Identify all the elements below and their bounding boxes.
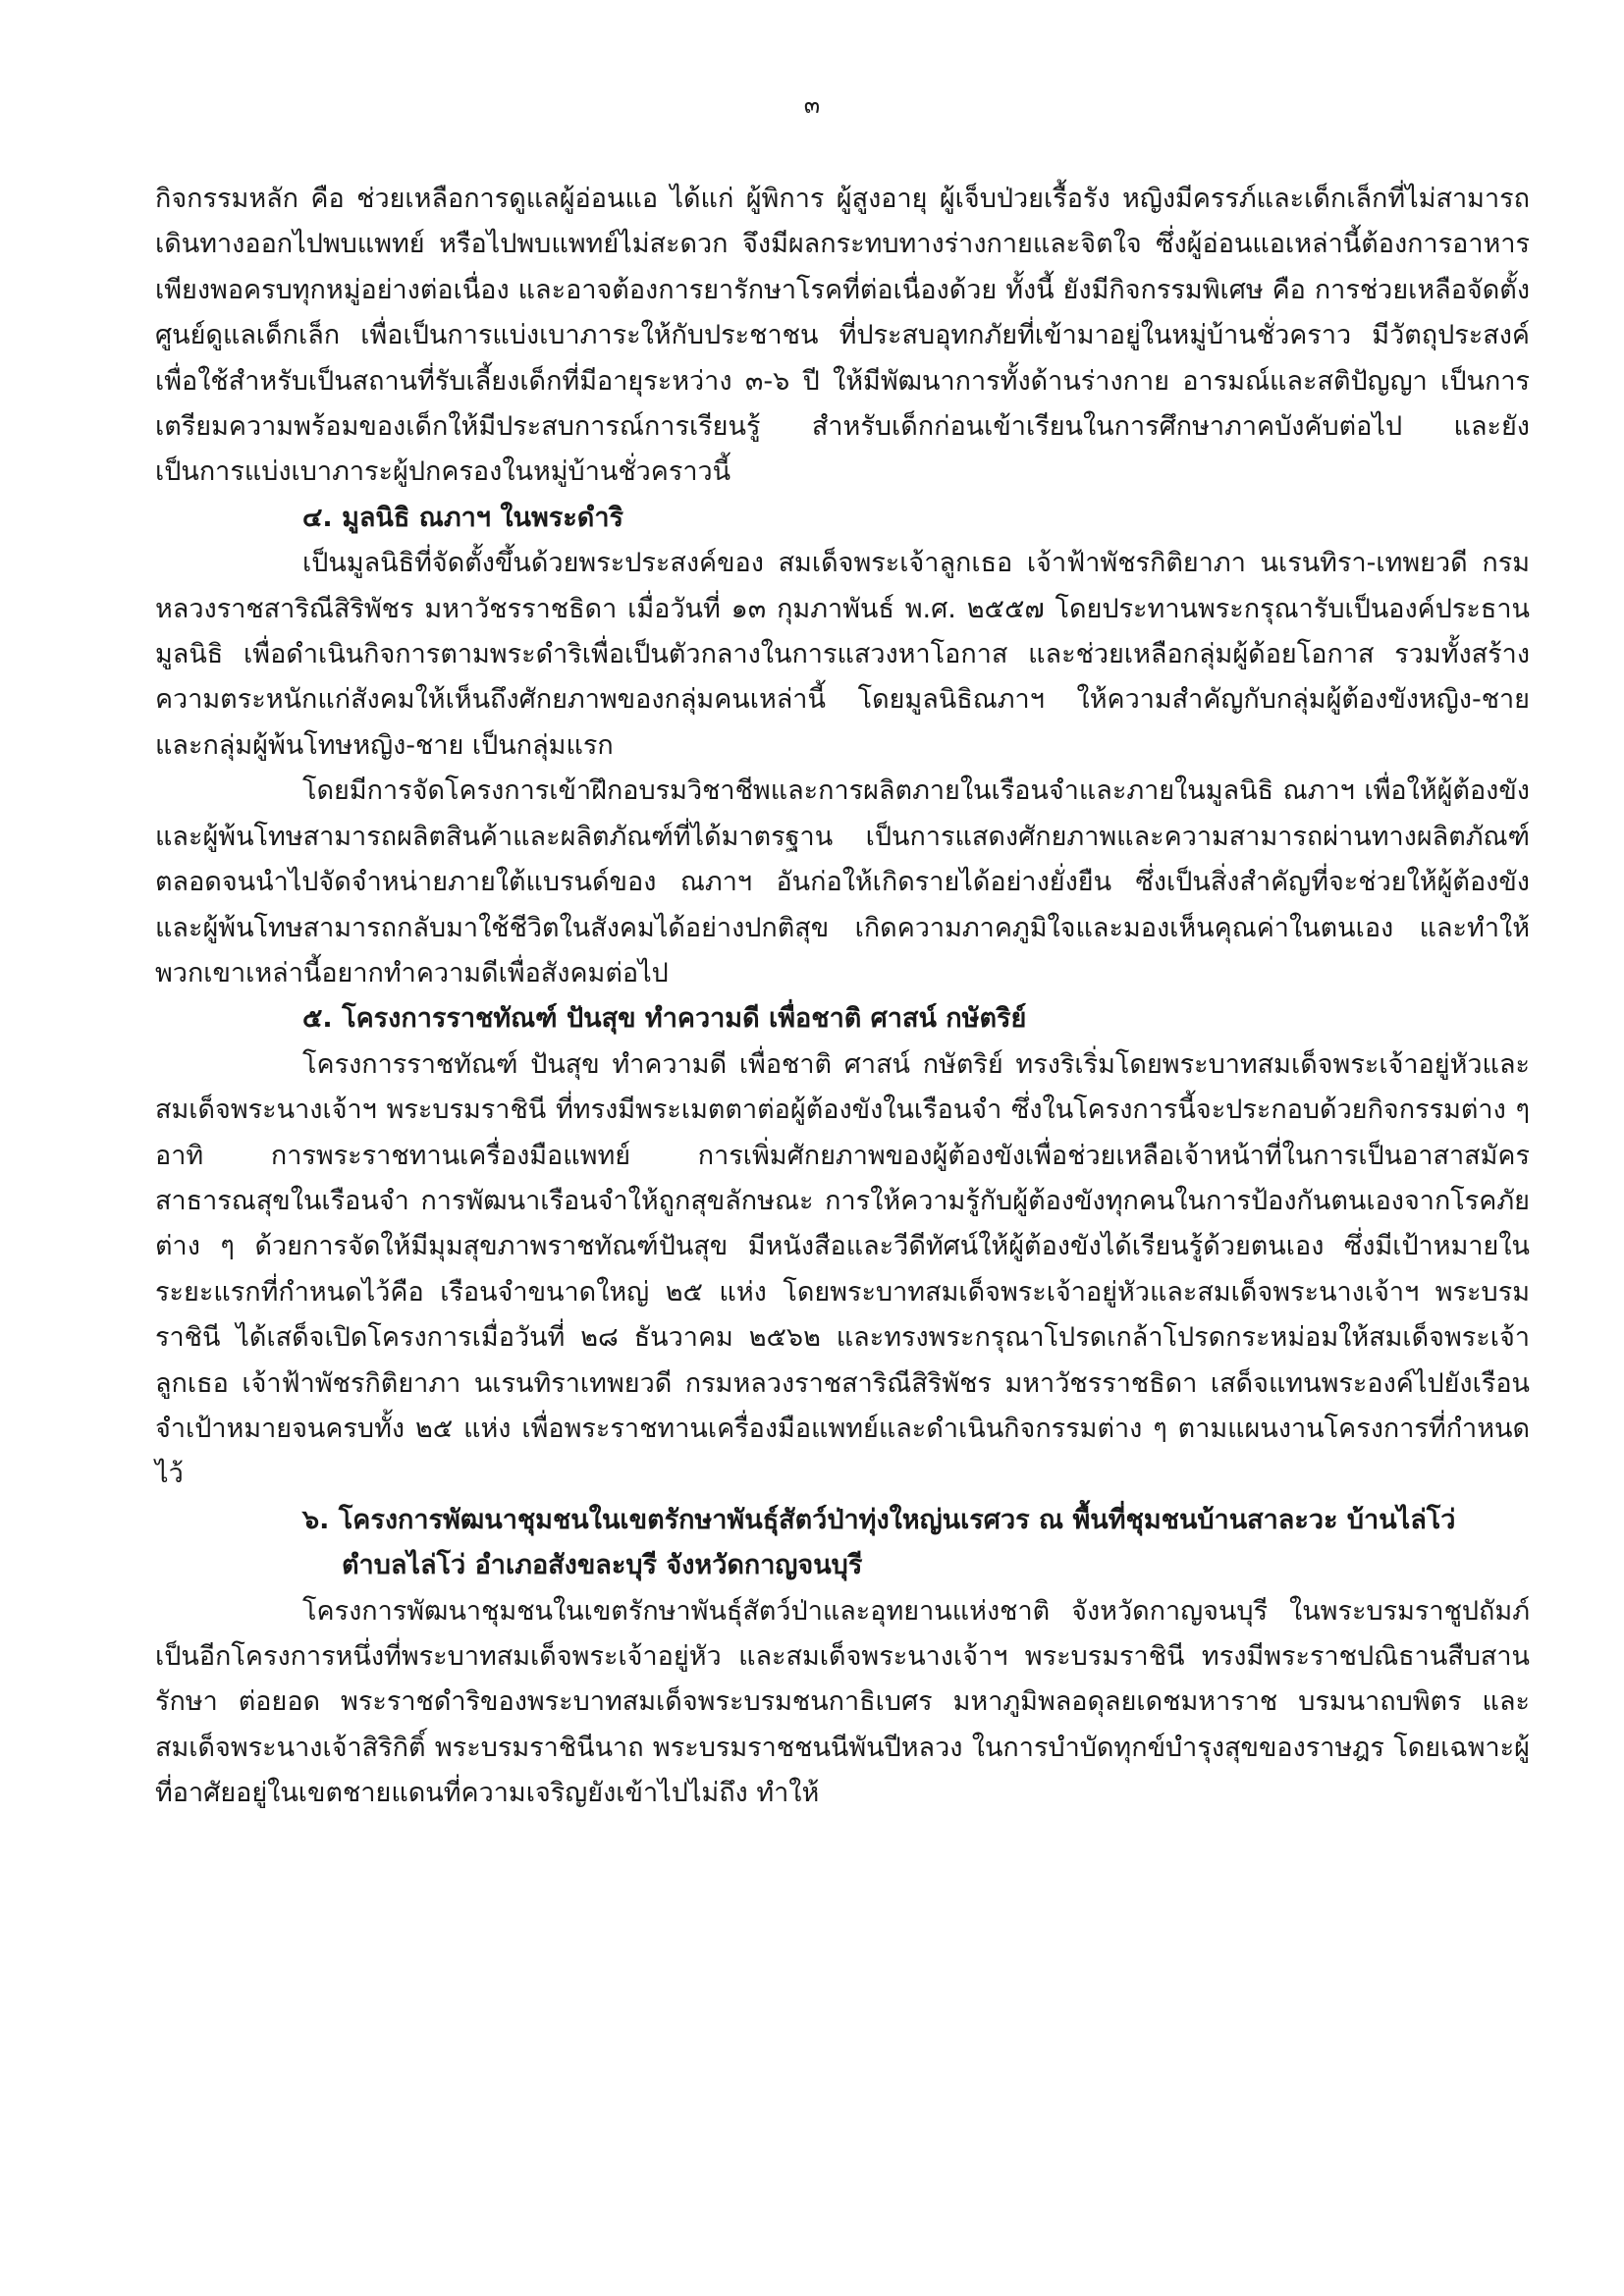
body-paragraph: โครงการพัฒนาชุมชนในเขตรักษาพันธุ์สัตว์ป่าและอุทยานแห่งชาติ จังหวัดกาญจนบุรี ในพระบรมราชูปถัมภ์ เป็นอีกโครงการหนึ่งที่พระบาทสมเด็จพระเจ้าอยู่หัว และสมเด็จพระนางเจ้าฯ พระบรมราชินี ทรงมีพระราชปณิธานสืบสาน รักษา ต่อยอด พระราชดำริของพระบาทสมเด็จพระบรมชนกาธิเบศร มหาภูมิพลอดุลยเดชมหาราช บรมนาถบพิตร และสมเด็จพระนางเจ้าสิริกิติ์ พระบรมราชินีนาถ พระบรมราชชนนีพันปีหลวง ในการบำบัดทุกข์บำรุงสุขของราษฎร โดยเฉพาะผู้ที่อาศัยอยู่ในเขตชายแดนที่ความเจริญยังเข้าไปไม่ถึง ทำให้ — [155, 1595, 1530, 1809]
body-paragraph: โครงการราชทัณฑ์ ปันสุข ทำความดี เพื่อชาติ ศาสน์ กษัตริย์ ทรงริเริ่มโดยพระบาทสมเด็จพระเจ้าอยู่หัวและสมเด็จพระนางเจ้าฯ พระบรมราชินี ที่ทรงมีพระเมตตาต่อผู้ต้องขังในเรือนจำ ซึ่งในโครงการนี้จะประกอบด้วยกิจกรรมต่าง ๆ อาทิ การพระราชทานเครื่องมือแพทย์ การเพิ่มศักยภาพของผู้ต้องขังเพื่อช่วยเหลือเจ้าหน้าที่ในการเป็นอาสาสมัครสาธารณสุขในเรือนจำ การพัฒนาเรือนจำให้ถูกสุขลักษณะ การให้ความรู้กับผู้ต้องขังทุกคนในการป้องกันตนเองจากโรคภัยต่าง ๆ ด้วยการจัดให้มีมุมสุขภาพราชทัณฑ์ปันสุข มีหนังสือและวีดีทัศน์ให้ผู้ต้องขังได้เรียนรู้ด้วยตนเอง ซึ่งมีเป้าหมายในระยะแรกที่กำหนดไว้คือ เรือนจำขนาดใหญ่ ๒๕ แห่ง โดยพระบาทสมเด็จพระเจ้าอยู่หัวและสมเด็จพระนางเจ้าฯ พระบรมราชินี ได้เสด็จเปิดโครงการเมื่อวันที่ ๒๘ ธันวาคม ๒๕๖๒ และทรงพระกรุณาโปรดเกล้าโปรดกระหม่อมให้สมเด็จพระเจ้าลูกเธอ เจ้าฟ้าพัชรกิติยาภา นเรนทิราเทพยวดี กรมหลวงราชสาริณีสิริพัชร มหาวัชรราชธิดา เสด็จแทนพระองค์ไปยังเรือนจำเป้าหมายจนครบทั้ง ๒๕ แห่ง เพื่อพระราชทานเครื่องมือแพทย์และดำเนินกิจกรรมต่าง ๆ ตามแผนงานโครงการที่กำหนดไว้ — [155, 1048, 1530, 1490]
page-number: ๓ — [803, 91, 821, 119]
body-paragraph: โดยมีการจัดโครงการเข้าฝึกอบรมวิชาชีพและการผลิตภายในเรือนจำและภายในมูลนิธิ ณภาฯ เพื่อให้ผู้ต้องขังและผู้พ้นโทษสามารถผลิตสินค้าและผลิตภัณฑ์ที่ได้มาตรฐาน เป็นการแสดงศักยภาพและความสามารถผ่านทางผลิตภัณฑ์ ตลอดจนนำไปจัดจำหน่ายภายใต้แบรนด์ของ ณภาฯ อันก่อให้เกิดรายได้อย่างยั่งยืน ซึ่งเป็นสิ่งสำคัญที่จะช่วยให้ผู้ต้องขังและผู้พ้นโทษสามารถกลับมาใช้ชีวิตในสังคมได้อย่างปกติสุข เกิดความภาคภูมิใจและมองเห็นคุณค่าในตนเอง และทำให้พวกเขาเหล่านี้อยากทำความดีเพื่อสังคมต่อไป — [155, 775, 1530, 988]
body-paragraph: เป็นมูลนิธิที่จัดตั้งขึ้นด้วยพระประสงค์ของ สมเด็จพระเจ้าลูกเธอ เจ้าฟ้าพัชรกิติยาภา นเรนทิรา-เทพยวดี กรมหลวงราชสาริณีสิริพัชร มหาวัชรราชธิดา เมื่อวันที่ ๑๓ กุมภาพันธ์ พ.ศ. ๒๕๕๗ โดยประทานพระกรุณารับเป็นองค์ประธานมูลนิธิ เพื่อดำเนินกิจการตามพระดำริเพื่อเป็นตัวกลางในการแสวงหาโอกาส และช่วยเหลือกลุ่มผู้ด้อยโอกาส รวมทั้งสร้างความตระหนักแก่สังคมให้เห็นถึงศักยภาพของกลุ่มคนเหล่านี้ โดยมูลนิธิณภาฯ ให้ความสำคัญกับกลุ่มผู้ต้องขังหญิง-ชาย และกลุ่มผู้พ้นโทษหญิง-ชาย เป็นกลุ่มแรก — [155, 548, 1530, 761]
section-heading: ๕. โครงการราชทัณฑ์ ปันสุข ทำความดี เพื่อชาติ ศาสน์ กษัตริย์ — [302, 1003, 1027, 1035]
body-paragraph: กิจกรรมหลัก คือ ช่วยเหลือการดูแลผู้อ่อนแอ ได้แก่ ผู้พิการ ผู้สูงอายุ ผู้เจ็บป่วยเรื้อรัง หญิงมีครรภ์และเด็กเล็กที่ไม่สามารถเดินทางออกไปพบแพทย์ หรือไปพบแพทย์ไม่สะดวก จึงมีผลกระทบทางร่างกายและจิตใจ ซึ่งผู้อ่อนแอเหล่านี้ต้องการอาหารเพียงพอครบทุกหมู่อย่างต่อเนื่อง และอาจต้องการยารักษาโรคที่ต่อเนื่องด้วย ทั้งนี้ ยังมีกิจกรรมพิเศษ คือ การช่วยเหลือจัดตั้งศูนย์ดูแลเด็กเล็ก เพื่อเป็นการแบ่งเบาภาระให้กับประชาชน ที่ประสบอุทกภัยที่เข้ามาอยู่ในหมู่บ้านชั่วคราว มีวัตถุประสงค์เพื่อใช้สำหรับเป็นสถานที่รับเลี้ยงเด็กที่มีอายุระหว่าง ๓-๖ ปี ให้มีพัฒนาการทั้งด้านร่างกาย อารมณ์และสติปัญญา เป็นการเตรียมความพร้อมของเด็กให้มีประสบการณ์การเรียนรู้ สำหรับเด็กก่อนเข้าเรียนในการศึกษาภาคบังคับต่อไป และยังเป็นการแบ่งเบาภาระผู้ปกครองในหมู่บ้านชั่วคราวนี้ — [155, 184, 1530, 488]
document-body — [155, 177, 1530, 1817]
section-heading: ๔. มูลนิธิ ณภาฯ ในพระดำริ — [302, 502, 623, 533]
section-heading: ๖. โครงการพัฒนาชุมชนในเขตรักษาพันธุ์สัตว์ป่าทุ่งใหญ่นเรศวร ณ พื้นที่ชุมชนบ้านสาละวะ บ้านไล่โว่ ตำบลไล่โว่ อำเภอสังขละบุรี จังหวัดกาญจนบุรี — [302, 1504, 1456, 1581]
